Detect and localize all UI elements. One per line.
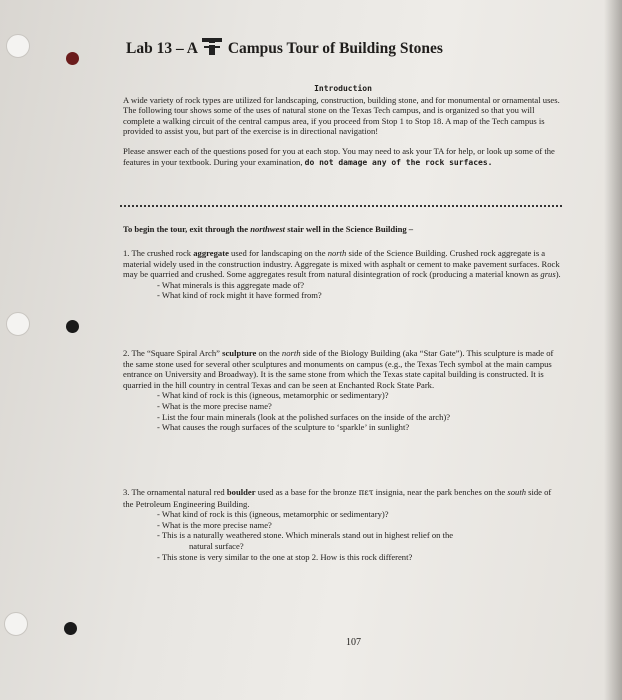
stop-3-question: - What kind of rock is this (igneous, metamorphic or sedimentary)? [157,509,389,520]
tour-start [123,224,563,235]
stop-2 [123,348,563,433]
page-title [126,38,566,58]
instructions-paragraph [123,146,563,168]
start-direction: northwest [250,224,286,234]
instructions-warning: do not damage any of the rock surfaces. [304,157,493,167]
title-prefix: Lab 13 – A [126,40,198,57]
stop-1-question: - What kind of rock might it have formed from? [157,290,322,301]
stop-3-question-continued: natural surface? [189,540,244,551]
stop-3 [123,487,563,562]
title-suffix: Campus Tour of Building Stones [227,40,443,57]
stop-3-description: 3. The ornamental natural red boulder used as a base for the bronze πετ insignia, near the park benches on the south side of the Petroleum Engineering Building. [123,487,552,509]
start-text: To begin the tour, exit through the [123,224,251,234]
stop-1 [123,248,563,301]
punch-dot [66,320,79,333]
stop-2-question: - List the four main minerals (look at the polished surfaces on the inside of the arch)? [157,411,451,422]
intro-heading: Introduction [314,84,372,93]
instructions-text: Please answer each of the questions posed for you at each stop. You may need to ask your TA for help, or look up some of the features in your textbook. During your examination, [123,145,555,167]
stop-3-question: - This stone is very similar to the one at stop 2. How is this rock different? [157,551,413,562]
intro-paragraph: A wide variety of rock types are utilized for landscaping, construction, building stone, and for monumental or ornamental uses. The following tour shows some of the uses of natural stone on the Texas Tech campus, and is organized so that you will complete a walking circuit of the central campus area, if you proceed from Stop 1 to Stop 18. A map of the Tech campus is provided to assist you, but part of the exercise is in directional navigation! [123,94,560,137]
stop-3-question: - What is the more precise name? [157,519,272,530]
stop-3-question: - This is a naturally weathered stone. Which minerals stand out in highest relief on the [157,530,454,541]
introduction-section [123,84,563,168]
stop-1-question: - What minerals is this aggregate made of? [157,279,305,290]
page-number: 107 [346,637,361,648]
stop-1-description: 1. The crushed rock aggregate used for landscaping on the north side of the Science Building. Crushed rock aggregate is a material widely used in the construction industry. Aggregate is mixed with asphalt or cement to make pavement surfaces. Rock may be quarried and crushed. Some aggregates result from natural disintegration of rock (producing a material known as grus). [123,248,561,280]
punch-dot [64,622,77,635]
stop-2-question: - What is the more precise name? [157,400,272,411]
pet-insignia: πετ [358,488,374,498]
dotted-divider [120,205,562,207]
texas-tech-double-t-logo [202,38,222,55]
binder-hole [6,34,30,58]
binder-hole [4,612,28,636]
start-text-end: stair well in the Science Building – [285,224,414,234]
page-edge-shadow [604,0,622,700]
stop-2-question: - What causes the rough surfaces of the sculpture to ‘sparkle’ in sunlight? [157,422,410,433]
stop-2-description: 2. The “Square Spiral Arch” sculpture on the north side of the Biology Building (aka “Star Gate”). This sculpture is made of the same stone used for several other sculptures and monuments on campus (e.g., the Texas Tech symbol at the main campus entrance on University and Broadway). It is the same stone from which the Texas state capital building is constructed. It is quarried in the hill country in central Texas and can be seen at Enchanted Rock State Park. [123,348,554,390]
stop-2-question: - What kind of rock is this (igneous, metamorphic or sedimentary)? [157,390,389,401]
punch-dot [66,52,79,65]
binder-hole [6,312,30,336]
